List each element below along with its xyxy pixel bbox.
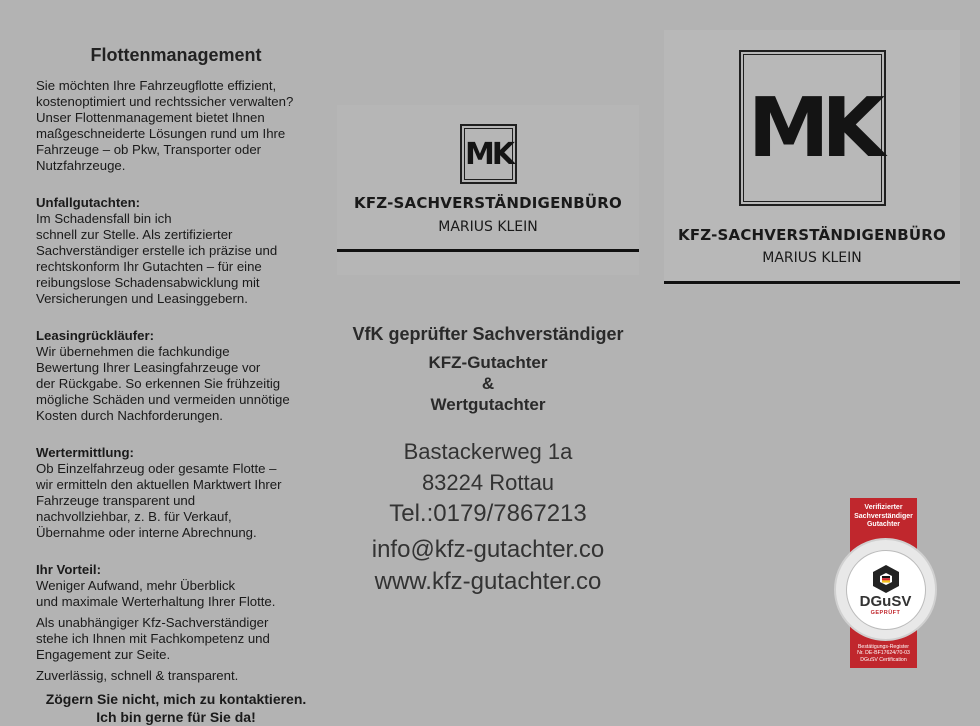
section-text: Ob Einzelfahrzeug oder gesamte Flotte – wir ermitteln den aktuellen Marktwert Ihrer Fahrzeuge transparent und nachvollziehbar, z. B. für Verkauf, Übernahme oder interne Abrechnung. xyxy=(36,461,282,540)
badge-brand: DGuSV xyxy=(859,592,912,610)
badge-register-text: Bestätigungs-Register Nr. DE-BF17624/70-03 DGuSV Certification xyxy=(857,643,910,663)
certification-badge xyxy=(850,498,917,668)
independent-text: Als unabhängiger Kfz-Sachverständiger stehe ich Ihnen mit Fachkompetenz und Engagement zur Seite. xyxy=(36,615,270,662)
badge-title: Verifizierter Sachverständiger Gutachter xyxy=(854,504,913,528)
flag-shield-icon xyxy=(871,564,901,594)
email-link[interactable]: info@kfz-gutachter.co xyxy=(371,536,605,563)
role-wert: Wertgutachter xyxy=(430,395,546,414)
qualification-text: VfK geprüfter Sachverständiger xyxy=(352,324,624,344)
city-text: 83224 Rottau xyxy=(421,470,555,495)
mk-logo-icon xyxy=(460,124,517,184)
mk-logo-icon xyxy=(739,50,886,206)
role-kfz: KFZ-Gutachter xyxy=(428,353,548,372)
fleet-management-panel xyxy=(36,44,316,726)
section-leasing xyxy=(36,312,316,424)
cover-logo-block xyxy=(664,30,960,285)
panel-title: Flottenmanagement xyxy=(90,45,262,65)
role-amp: & xyxy=(481,374,495,393)
center-info xyxy=(337,322,639,598)
intro-text: Sie möchten Ihre Fahrzeugflotte effizient, kostenoptimiert und rechtssicher verwalten? Unser Flottenmanagement bietet Ihnen maßgeschneiderte Lösungen rund um Ihre Fahrzeuge – ob Pkw, Transporter oder Nutzfahrzeuge. xyxy=(36,78,294,173)
brand-owner: MARIUS KLEIN xyxy=(762,250,862,266)
section-heading: Unfallgutachten: xyxy=(36,195,141,210)
section-text: Im Schadensfall bin ich schnell zur Stelle. Als zertifizierter Sachverständiger erstelle ich präzise und rechtskonform Ihr Gutachten – für eine reibungslose Schadensabwicklung mit Versicherungen und Leasinggebern. xyxy=(36,211,278,306)
brand-name: KFZ-SACHVERSTÄNDIGENBÜRO xyxy=(678,226,946,244)
website-link[interactable]: www.kfz-gutachter.co xyxy=(374,568,602,595)
section-text: Weniger Aufwand, mehr Überblick und maximale Werterhaltung Ihrer Flotte. xyxy=(36,578,276,609)
section-text: Wir übernehmen die fachkundige Bewertung Ihrer Leasingfahrzeuge vor der Rückgabe. So erkennen Sie frühzeitig mögliche Schäden und vermeiden unnötige Kosten durch Nachforderungen. xyxy=(36,344,290,423)
monogram: MK xyxy=(747,80,878,176)
section-heading: Ihr Vorteil: xyxy=(36,562,101,577)
section-advantage xyxy=(36,546,316,610)
divider-line xyxy=(664,281,960,284)
dgusv-seal-icon xyxy=(834,538,937,641)
section-accident xyxy=(36,179,316,307)
phone-text: Tel.:0179/7867213 xyxy=(389,500,587,527)
section-heading: Leasingrückläufer: xyxy=(36,328,154,343)
brand-name: KFZ-SACHVERSTÄNDIGENBÜRO xyxy=(354,194,622,212)
monogram: MK xyxy=(464,136,513,172)
street-text: Bastackerweg 1a xyxy=(403,439,573,464)
section-valuation xyxy=(36,429,316,541)
divider-line xyxy=(337,249,639,252)
brand-owner: MARIUS KLEIN xyxy=(438,219,538,235)
section-heading: Wertermittlung: xyxy=(36,445,134,460)
closing-text: Zögern Sie nicht, mich zu kontaktieren. Ich bin gerne für Sie da! xyxy=(45,691,307,725)
tagline-text: Zuverlässig, schnell & transparent. xyxy=(36,668,239,683)
badge-seal-sub: GEPRÜFT xyxy=(870,609,901,616)
center-logo-block xyxy=(337,105,639,275)
